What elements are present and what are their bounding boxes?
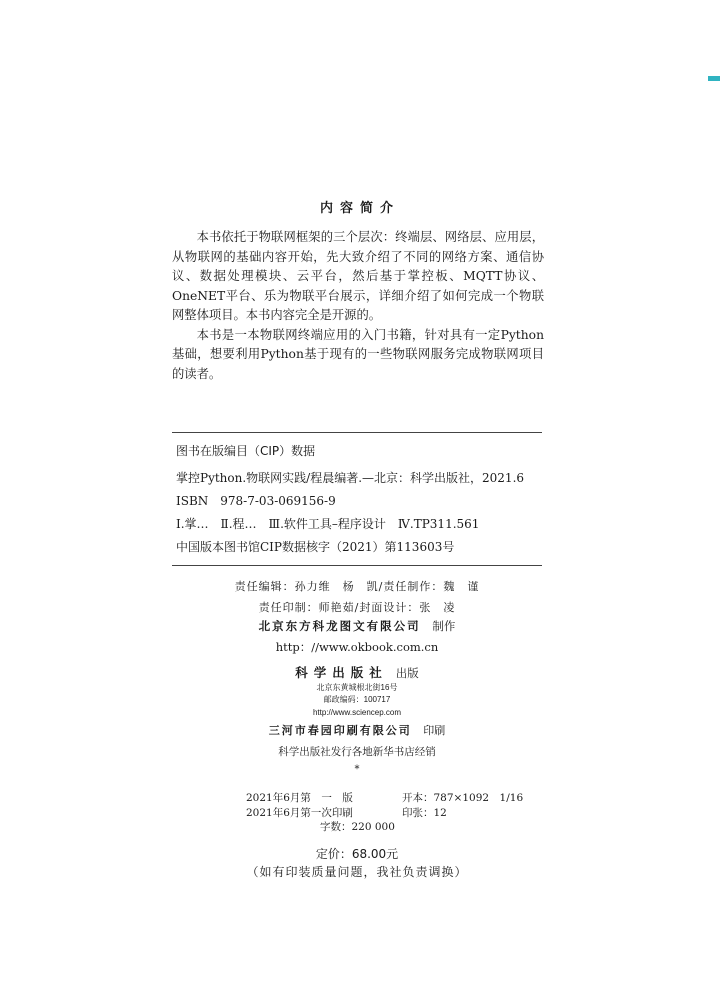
publisher-role: 出版 — [395, 666, 419, 680]
edition-row-2 — [246, 806, 447, 820]
printer-line — [172, 722, 542, 738]
editors-line-2: 责任印制：师艳茹/封面设计：张 凌 — [258, 601, 456, 614]
cip-classification: Ⅰ.掌… Ⅱ.程… Ⅲ.软件工具–程序设计 Ⅳ.TP311.561 — [176, 517, 480, 531]
summary-title: 内容简介 — [319, 201, 400, 216]
producer-name: 北京东方科龙图文有限公司 — [258, 619, 421, 633]
producer-line — [172, 618, 542, 634]
cip-bottom-rule — [172, 565, 542, 566]
cip-bibliographic-line: 掌控Python.物联网实践/程晨编著.—北京：科学出版社，2021.6 — [176, 471, 525, 485]
edition-date: 2021年6月第 一 版 — [246, 792, 353, 804]
publisher-url: http://www.sciencep.com — [312, 708, 402, 717]
publisher-line — [172, 663, 542, 681]
producer-url: http：//www.okbook.com.cn — [275, 640, 439, 654]
edition-row-1 — [246, 791, 523, 805]
cip-record-number: 中国版本图书馆CIP数据核字（2021）第113603号 — [176, 540, 455, 554]
edge-color-tab — [708, 76, 720, 81]
printer-name: 三河市春园印刷有限公司 — [268, 724, 412, 737]
price-label: 定价：68.00元 — [315, 847, 399, 861]
publisher-postcode: 邮政编码：100717 — [323, 695, 391, 704]
separator-mark: * — [354, 764, 360, 775]
producer-role: 制作 — [432, 619, 456, 633]
editors-line-1: 责任编辑：孙力维 杨 凯/责任制作：魏 谨 — [234, 580, 480, 593]
book-format: 开本：787×1092 1/16 — [402, 792, 524, 804]
summary-paragraph-2: 本书是一本物联网终端应用的入门书籍，针对具有一定Python基础，想要利用Python基于现有的一些物联网服务完成物联网项目的读者。 — [172, 327, 544, 381]
summary-paragraph-1: 本书依托于物联网框架的三个层次：终端层、网络层、应用层，从物联网的基础内容开始，先大致介绍了不同的网络方案、通信协议、数据处理模块、云平台，然后基于掌控板、MQTT协议、OneNET平台、乐为物联平台展示，详细介绍了如何完成一个物联网整体项目。本书内容完全是开源的。 — [172, 230, 544, 322]
cip-isbn: ISBN 978-7-03-069156-9 — [176, 494, 336, 508]
cip-top-rule — [172, 432, 542, 433]
publisher-name: 科学出版社 — [295, 665, 388, 680]
distribution-line: 科学出版社发行各地新华书店经销 — [278, 746, 436, 758]
quality-note: （如有印装质量问题，我社负责调换） — [246, 865, 468, 879]
publisher-address: 北京东黄城根北街16号 — [316, 683, 398, 692]
printer-role: 印刷 — [423, 724, 446, 737]
print-sheets: 印张：12 — [402, 807, 447, 819]
cip-heading: 图书在版编目（CIP）数据 — [176, 444, 316, 458]
word-count: 字数：220 000 — [320, 821, 395, 833]
summary-body — [172, 228, 544, 384]
print-date: 2021年6月第一次印刷 — [246, 807, 353, 819]
